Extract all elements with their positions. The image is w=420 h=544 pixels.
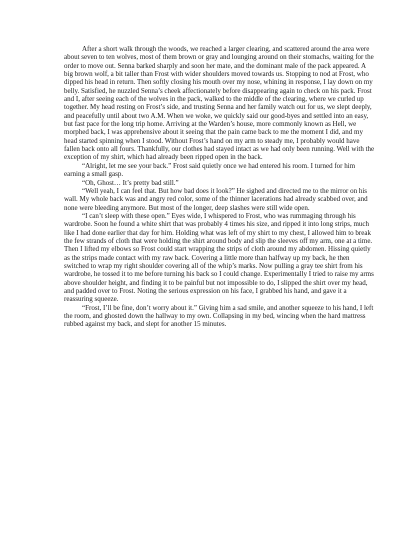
paragraph-2: “Alright, let me see your back.” Frost said quietly once we had entered his room. I turned for him earning a small gasp.: [64, 161, 356, 179]
paragraph-5: “I can’t sleep with these open.” Eyes wide, I whispered to Frost, who was rummaging through his wardrobe. Soon he found a white shirt that was probably 4 times his size, and ripped it into long strips, much like I had done earlier that day for him. Holding what was left of my shirt to my chest, I allowed him to break the few strands of cloth that were holding the shirt around body and slip the sleeves off my arm, one at a time. Then I lifted my elbows so Frost could start wrapping the strips of cloth around my abdomen. Hissing quietly as the strips made contact with my raw back. Covering a little more than halfway up my back, he then switched to wrap my right shoulder covering all of the whip’s marks. Now pulling a gray tee shirt from his wardrobe, he tossed it to me before turning his back so I could change. Experimentally I tried to raise my arms above shoulder height, and finding it to be painful but not impossible to do, I slipped the shirt over my head, and padded over to Frost. Noting the serious expression on his face, I grabbed his hand, and gave it a reassuring squeeze.: [64, 211, 374, 304]
paragraph-1: After a short walk through the woods, we reached a larger clearing, and scattered around the area were about seven to ten wolves, most of them brown or gray and lounging around on their stomachs, waiting for the order to move out. Senna barked sharply and soon her mate, and the dominant male of the pack appeared. A big brown wolf, a bit taller than Frost with wider shoulders moved towards us. Stopping to nod at Frost, who dipped his head in return. Then softly closing his mouth over my nose, whining in response, I lay down on my belly. Satisfied, he nuzzled Senna’s cheek affectionately before disappearing again to check on his pack. Frost and I, after seeing each of the wolves in the pack, walked to the middle of the clearing, where we curled up together. My head resting on Frost’s side, and trusting Senna and her family watch out for us, we slept deeply, and peacefully until about two A.M. When we woke, we quickly said our good-byes and settled into an easy, but fast pace for the long trip home. Arriving at the Warden’s house, more commonly known as Hell, we morphed back, I was apprehensive about it seeing that the pain came back to me the moment I did, and my head started spinning when I stood. Without Frost’s hand on my arm to steady me, I probably would have fallen back onto all fours. Thankfully, our clothes had stayed intact as we had only been running. Well with the exception of my shirt, which had already been ripped open in the back.: [64, 45, 375, 162]
paragraph-4: “Well yeah, I can feel that. But how bad does it look?” He sighed and directed me to the mirror on his wall. My whole back was and angry red color, some of the thinner lacerations had already scabbed over, and none were bleeding anymore. But most of the longer, deep slashes were still wide open.: [64, 186, 368, 212]
paragraph-6: “Frost, I’ll be fine, don’t worry about it.” Giving him a sad smile, and another squeeze to his hand, I left the room, and ghosted down the hallway to my own. Collapsing in my bed, wincing when the hard mattress rubbed against my back, and slept for another 15 minutes.: [64, 303, 374, 329]
paragraph-3: “Oh, Ghost… It’s pretty bad still.”: [82, 178, 179, 187]
